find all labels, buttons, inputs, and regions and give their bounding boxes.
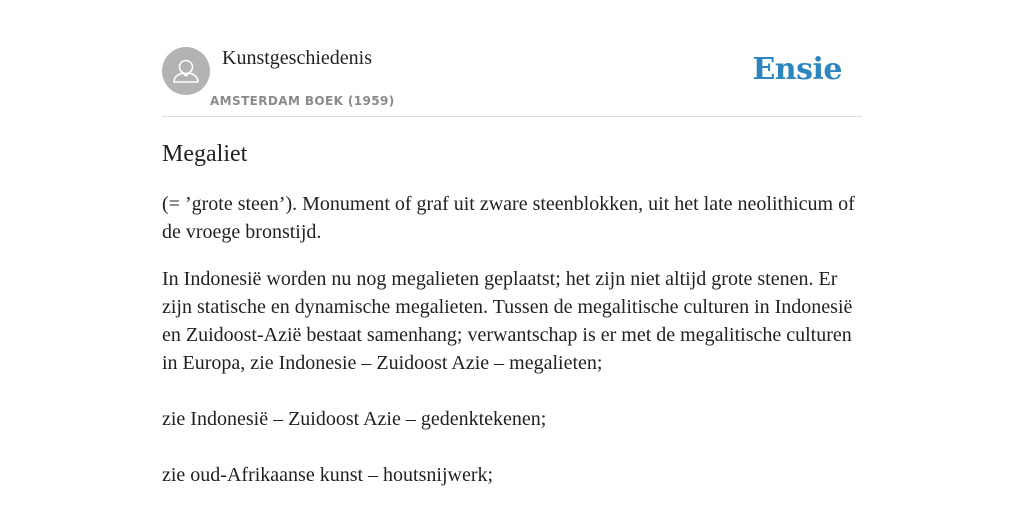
book-header (162, 44, 862, 117)
body-paragraph: In Indonesië worden nu nog megalieten geplaatst; het zijn niet altijd grote stenen. Er zijn statische en dynamische megalieten. Tussen de megalitische culturen in Indonesië en Zuidoost-Azië bestaat samenhang; verwantschap is er met de megalitische culturen in Europa, zie Indonesie – Zuidoost Azie – megalieten; (162, 268, 853, 374)
see-also-line: zie oud-Afrikaanse kunst – houtsnijwerk; (162, 464, 494, 486)
brand-logo[interactable]: Ensie (752, 52, 842, 87)
book-title[interactable]: Kunstgeschiedenis (222, 47, 372, 69)
book-source: AMSTERDAM BOEK (1959) (210, 94, 395, 108)
see-also-line: zie Indonesië – Zuidoost Azie – gedenktekenen; (162, 408, 547, 430)
entry-title: Megaliet (162, 141, 248, 167)
definition-paragraph: (= ’grote steen’). Monument of graf uit zware steenblokken, uit het late neolithicum of de vroege bronstijd. (162, 193, 855, 243)
user-placeholder-icon[interactable] (162, 47, 210, 95)
article (162, 136, 872, 508)
